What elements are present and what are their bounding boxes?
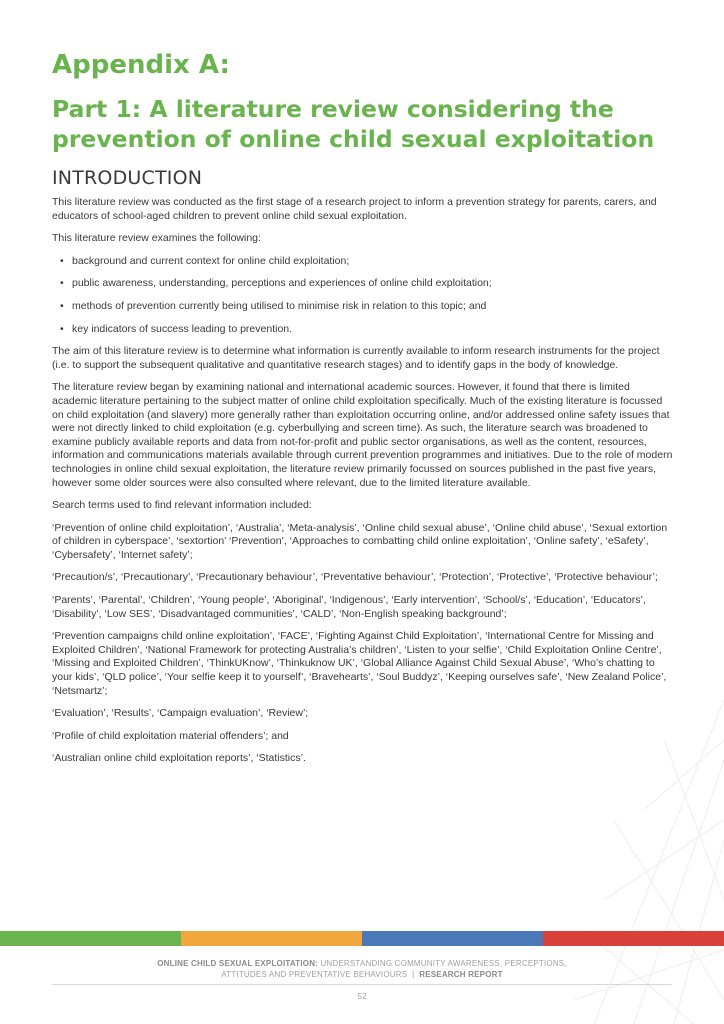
search-terms-group-2: ‘Precaution/s’, ‘Precautionary’, ‘Precautionary behaviour’, ‘Preventative behaviour’, ‘Protection’, ‘Protective’, ‘Protective behaviour’; (52, 571, 658, 584)
part-title-line-2: prevention of online child sexual exploitation (52, 125, 655, 153)
paragraph-aim: The aim of this literature review is to determine what information is currently available to inform research instruments for the project (i.e. to support the subsequent qualitative and quantitative research stages) and to identify gaps in the body of knowledge. (52, 345, 660, 371)
list-item (60, 277, 676, 291)
color-bar-segment-orange (181, 931, 362, 946)
bullet-list (52, 255, 676, 336)
footer-color-bar (0, 931, 724, 946)
list-item (60, 323, 676, 337)
part-title-line-1: Part 1: A literature review considering the (52, 95, 614, 123)
search-terms-group-4: ‘Prevention campaigns child online exploitation’, ‘FACE’, ‘Fighting Against Child Exploitation’, ‘International Centre for Missing and Exploited Children’, ‘National Framework for protecting Australia’s children’, ‘Listen to your selfie’, ‘Child Exploitation Online Centre’, ‘Missing and Exploited Children’, ‘ThinkUKnow’, ‘Thinkuknow UK’, ‘Global Alliance Against Child Sexual Abuse’, ‘Who’s chatting to your kids’, ‘QLD police’, ‘Your selfie keep it to yourself’, ‘Bravehearts’, ‘Soul Buddyz’, ‘Keeping ourselves safe’, ‘New Zealand Police’, ‘Netsmartz’; (52, 630, 667, 697)
color-bar-segment-red (543, 931, 724, 946)
search-terms-group-7: ‘Australian online child exploitation reports’, ‘Statistics’. (52, 752, 306, 765)
footer-title-bold: ONLINE CHILD SEXUAL EXPLOITATION: (157, 959, 319, 968)
footer-divider (52, 984, 672, 985)
paragraph-search-terms-intro: Search terms used to find relevant information included: (52, 499, 312, 512)
paragraph-method: The literature review began by examining national and international academic sources. However, it found that there is limited academic literature pertaining to the subject matter of online child exploitation specifically. Much of the existing literature is focussed on child exploitation (and slavery) more generally rather than exploitation occurring online, and/or addressed online safety issues that were not directly linked to child exploitation (e.g. cyberbullying and screen time). As such, the literature search was broadened to examine publicly available reports and data from not-for-profit and public sector organisations, as well as the content, resources, information and communications materials available through current prevention programmes and initiatives. Due to the role of modern technologies in online child sexual exploitation, the literature review primarily focussed on sources published in the past five years, however some older sources were also consulted where relevant, due to the limited literature available. (52, 381, 673, 489)
appendix-title: Appendix A: (52, 50, 230, 80)
list-item (60, 255, 676, 269)
search-terms-group-3: ‘Parents’, ‘Parental’, ‘Children’, ‘Young people’, ‘Aboriginal’, ‘Indigenous’, ‘Early intervention’, ‘School/s’, ‘Education’, ‘Educators’, ‘Disability’, ‘Low SES’, ‘Disadvantaged communities’, ‘CALD’, ‘Non-English speaking background’; (52, 594, 646, 620)
list-item (60, 300, 676, 314)
list-item-text: public awareness, understanding, perceptions and experiences of online child exploitation; (72, 277, 492, 290)
search-terms-group-1: ‘Prevention of online child exploitation’, ‘Australia’, ‘Meta-analysis’, ‘Online child sexual abuse’, ‘Online child abuse’, ‘Sexual extortion of children in cyberspace’, ‘sextortion’ ‘Prevention’, ‘Approaches to combatting child online exploitation’, ‘Online safety’, ‘eSafety’, ‘Cybersafety’, ‘Internet safety’; (52, 521, 668, 561)
paragraph-examines: This literature review examines the following: (52, 232, 261, 245)
search-terms-group-5: ‘Evaluation’, ‘Results’, ‘Campaign evaluation’, ‘Review’; (52, 707, 309, 720)
part-title (52, 94, 676, 154)
main-content (52, 48, 676, 775)
search-terms-group-6: ‘Profile of child exploitation material offenders’; and (52, 729, 289, 742)
footer-separator: | (412, 970, 415, 979)
color-bar-segment-green (0, 931, 181, 946)
footer-title (0, 958, 724, 980)
footer-title-line-2: ATTITUDES AND PREVENTATIVE BEHAVIOURS (221, 970, 408, 979)
bullet-icon: • (60, 254, 64, 267)
page-number: 52 (357, 991, 367, 1001)
footer-title-rest: UNDERSTANDING COMMUNITY AWARENESS, PERCEPTIONS, (318, 959, 567, 968)
bullet-icon: • (60, 277, 64, 290)
bullet-icon: • (60, 299, 64, 312)
paragraph-intro: This literature review was conducted as the first stage of a research project to inform a prevention strategy for parents, carers, and educators of school-aged children to prevent online child sexual exploitation. (52, 196, 657, 222)
list-item-text: methods of prevention currently being utilised to minimise risk in relation to this topic; and (72, 299, 487, 312)
footer-report-label: RESEARCH REPORT (419, 970, 503, 979)
section-heading: INTRODUCTION (52, 167, 203, 189)
list-item-text: background and current context for online child exploitation; (72, 254, 350, 267)
bullet-icon: • (60, 322, 64, 335)
list-item-text: key indicators of success leading to prevention. (72, 322, 293, 335)
color-bar-segment-blue (362, 931, 543, 946)
